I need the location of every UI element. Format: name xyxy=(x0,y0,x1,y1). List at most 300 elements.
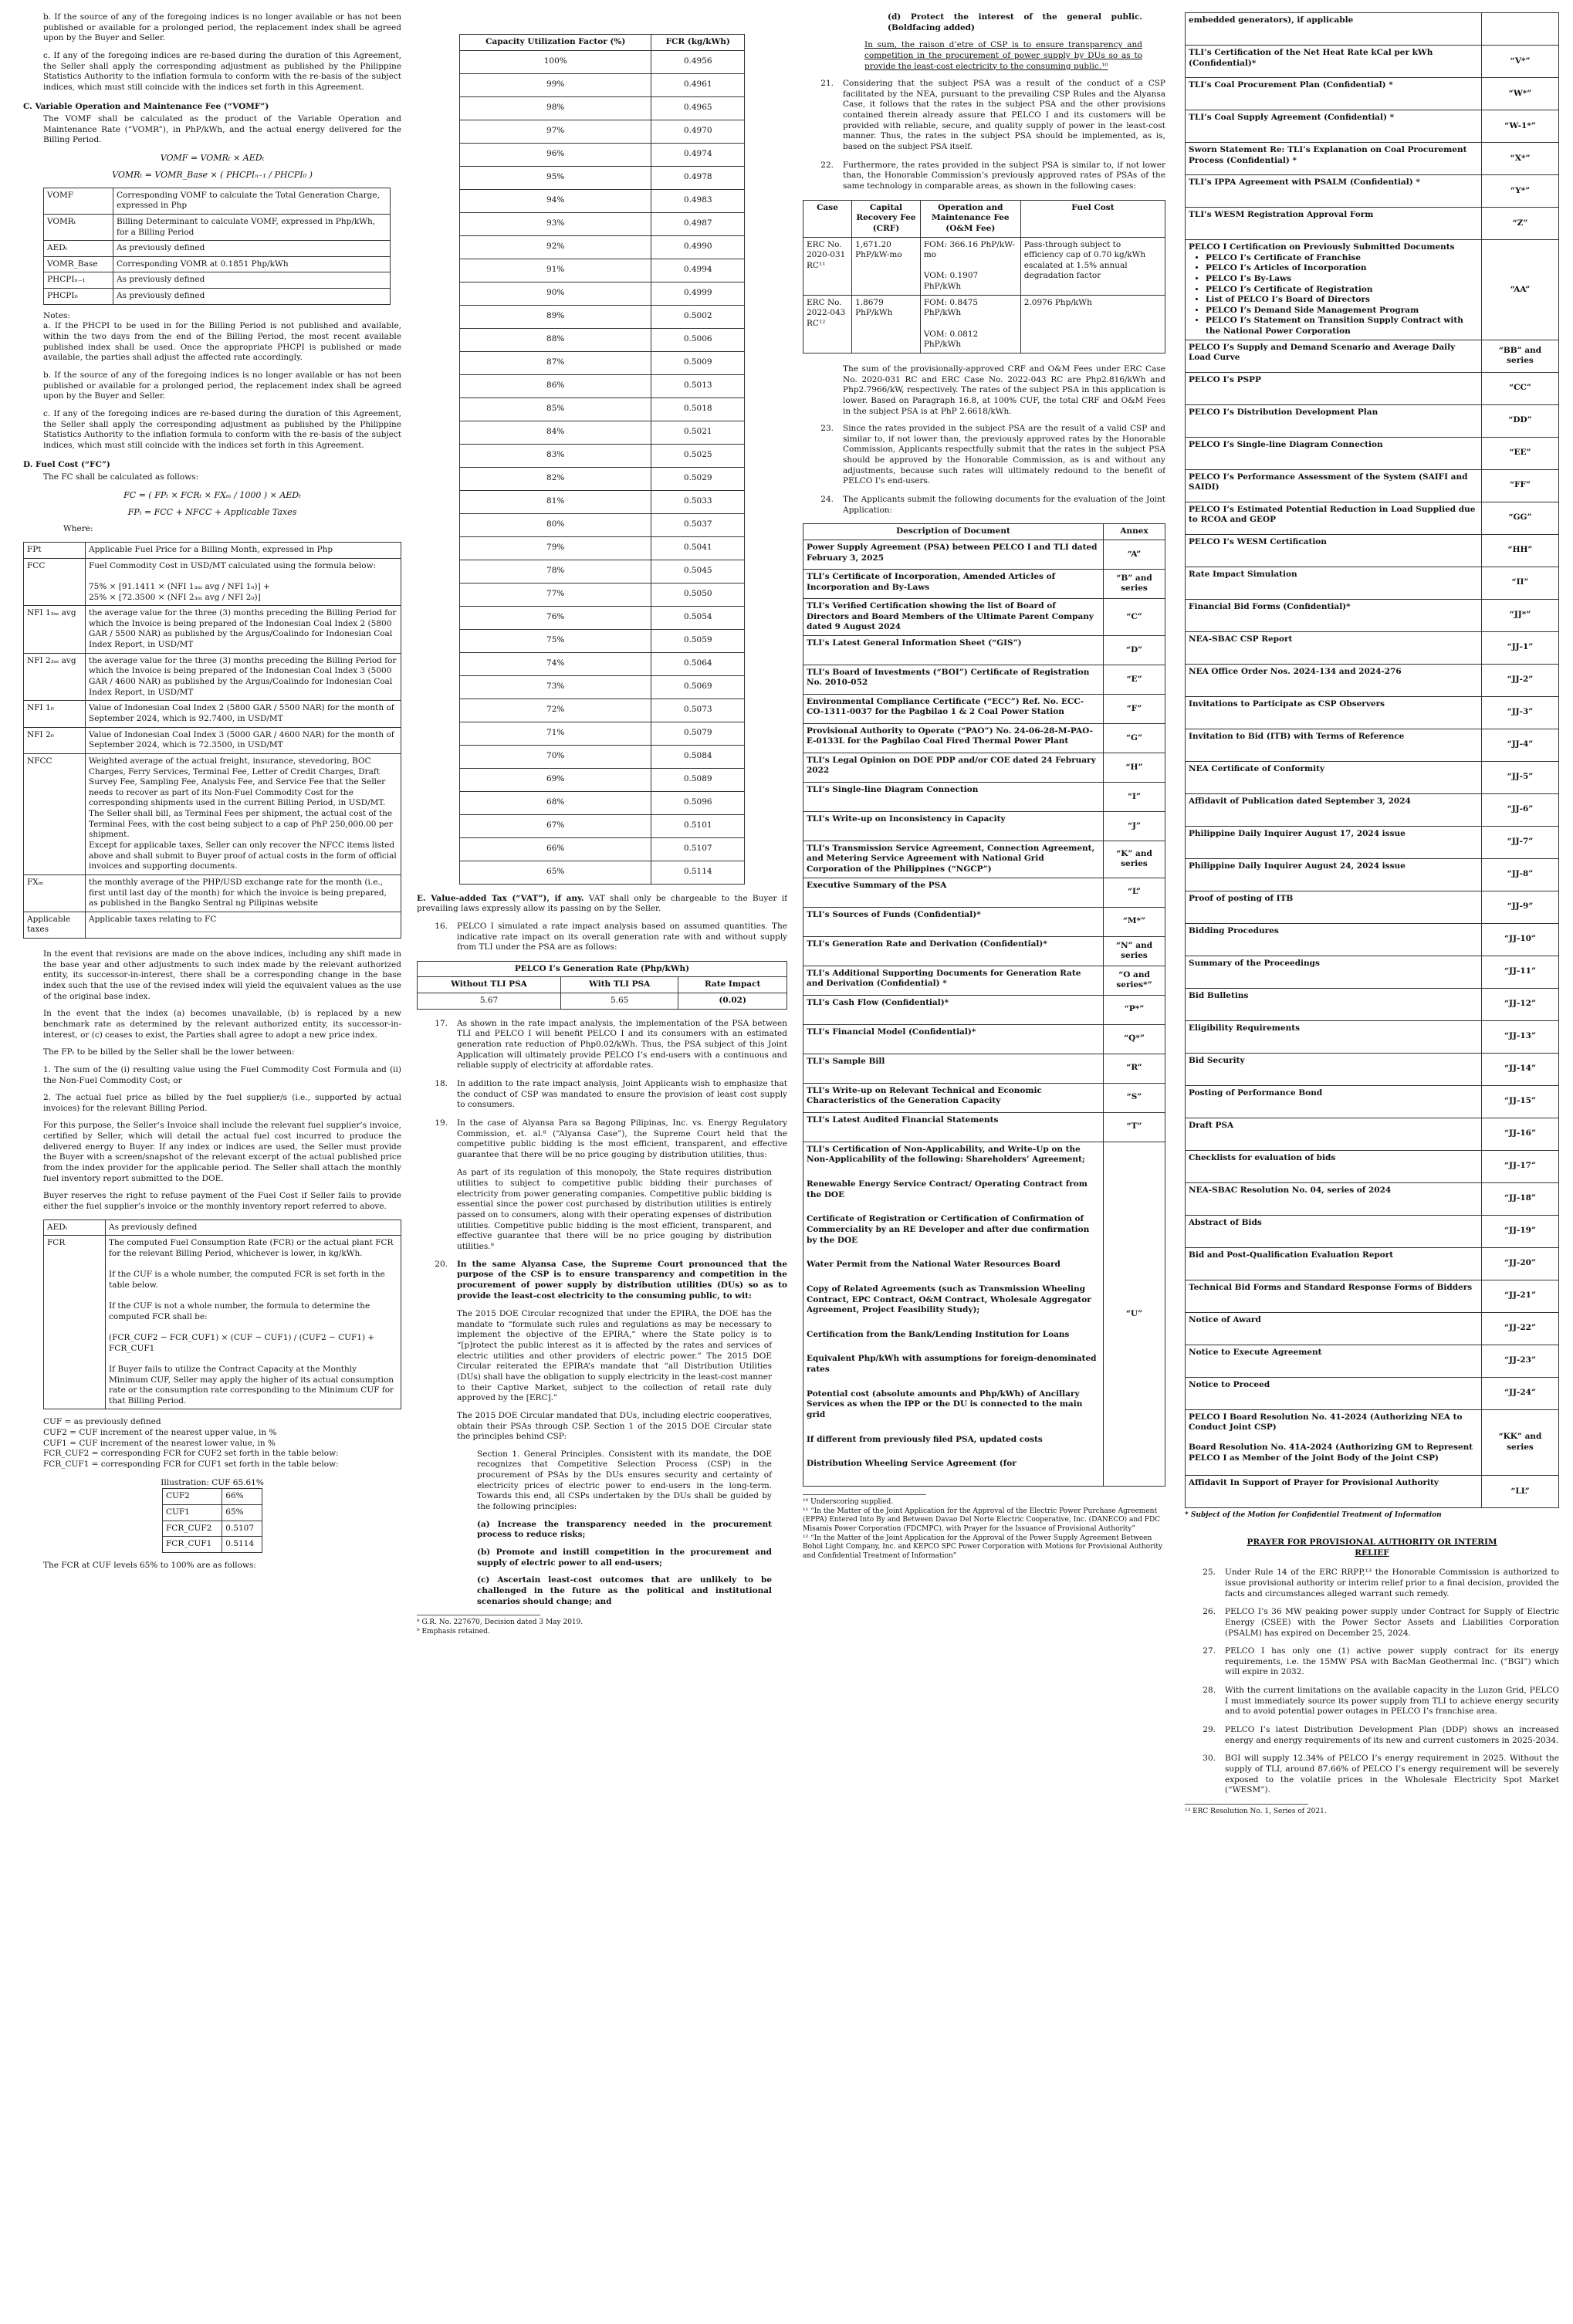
table-row xyxy=(1186,13,1559,46)
table-cell: NFI 1₃ₘ avg xyxy=(24,606,86,654)
note-c: c. If any of the foregoing indices are re-based during the duration of this Agreement, the Seller shall apply the corresponding adjustment as published by the Philippine Statistics Authority to the inflation formula to conform with the re-basis of the subject indices, which must still coincide with the indices set forth in this Agreement. xyxy=(43,408,401,450)
table-row xyxy=(1186,1118,1559,1150)
para-revisions: In the event that revisions are made on the above indices, including any shift made in the base year and other adjustments to such index made by the relevant authorized entity, its successor-in-interest, there shall be a corresponding change in the base index such that the use of the revised index will yield the equivalent values as the use of the original base index. xyxy=(43,949,401,1001)
table-row xyxy=(803,1142,1165,1486)
table-cell: 96% xyxy=(460,143,651,166)
table-cell: “S” xyxy=(1104,1083,1165,1112)
table-cell: “W-1*” xyxy=(1482,110,1559,143)
para-22: 22. Furthermore, the rates provided in the subject PSA is similar to, if not lower than, the Honorable Commission’s previously approved rates of PSAs of the same technology in comparable areas, as shown in the following cases: xyxy=(820,160,1165,191)
table-cell: “JJ-1” xyxy=(1482,631,1559,664)
table-row xyxy=(803,753,1165,782)
list-item: • PELCO I’s Certificate of Franchise xyxy=(1206,253,1478,264)
table-cell: “EE” xyxy=(1482,437,1559,469)
table-cell: NEA-SBAC CSP Report xyxy=(1186,631,1482,664)
para-lower: The FPₜ to be billed by the Seller shall be the lower between: xyxy=(43,1047,295,1057)
column-3 xyxy=(803,12,1165,2315)
table-row xyxy=(460,305,745,328)
table-row xyxy=(1186,1247,1559,1280)
list-item: • PELCO I’s Demand Side Management Program xyxy=(1206,306,1478,316)
table-row xyxy=(803,694,1165,723)
documents-table xyxy=(803,523,1165,1487)
table-row xyxy=(24,653,401,701)
footnote-separator xyxy=(803,1494,926,1495)
list-item-2: 2. The actual fuel price as billed by the fuel supplier/s (i.e., supported by actual invoices) for the relevant Billing Period. xyxy=(43,1093,401,1113)
table-cell: Bid Security xyxy=(1186,1053,1482,1085)
table-cell: 0.5041 xyxy=(651,536,745,560)
para-29: 29. PELCO I’s latest Distribution Development Plan (DDP) shows an increased energy and energy requirements of its new and current customers in 2025-2034. xyxy=(1203,1724,1559,1745)
table-header-row xyxy=(460,35,745,51)
table-cell: 84% xyxy=(460,421,651,444)
table-cell: 0.5059 xyxy=(651,629,745,652)
table-cell: “H” xyxy=(1104,753,1165,782)
table-row xyxy=(460,50,745,73)
table-cell: 67% xyxy=(460,814,651,837)
table-cell: 1,671.20 PhP/kW-mo xyxy=(852,237,921,295)
table-cell: “W*” xyxy=(1482,78,1559,110)
table-cell: Corresponding VOMF to calculate the Total Generation Charge, expressed in Php xyxy=(113,188,391,214)
table-cell: Philippine Daily Inquirer August 24, 2024 issue xyxy=(1186,858,1482,891)
table-row xyxy=(460,722,745,745)
table-cell: TLI’s WESM Registration Approval Form xyxy=(1186,208,1482,240)
vomf-heading: C. Variable Operation and Maintenance Fee (“VOMF”) xyxy=(23,102,269,112)
table-cell: NFI 1₀ xyxy=(24,701,86,727)
table-row xyxy=(24,701,401,727)
table-cell: 75% xyxy=(460,629,651,652)
table-row xyxy=(1186,599,1559,631)
table-cell: “DD” xyxy=(1482,404,1559,437)
table-cell: TLI’s Additional Supporting Documents for Generation Rate and Derivation (Confidential) * xyxy=(803,966,1104,995)
table-cell: “JJ-7” xyxy=(1482,826,1559,858)
table-cell: the average value for the three (3) months preceding the Billing Period for which the Invoice is being prepared of the Indonesian Coal Index 3 (5000 GAR / 4600 NAR) as published by the Argus/Coalindo for Indonesian Coal Index Report, in USD/MT xyxy=(86,653,401,701)
table-row xyxy=(460,629,745,652)
footnote-10: ¹⁰ Underscoring supplied. xyxy=(803,1497,894,1506)
table-cell: 87% xyxy=(460,351,651,374)
table-cell: “BB” and series xyxy=(1482,340,1559,372)
table-cell: 66% xyxy=(460,837,651,861)
table-cell: “JJ-18” xyxy=(1482,1182,1559,1215)
para-c1: c. If any of the foregoing indices are re-based during the duration of this Agreement, the Seller shall apply the corresponding adjustment as published by the Philippine Statistics Authority to the inflation formula to conform with the re-basis of the subject indices, which must still coincide with the indices set forth in this Agreement. xyxy=(43,50,401,92)
table-cell: “I” xyxy=(1104,782,1165,811)
table-cell: “JJ-8” xyxy=(1482,858,1559,891)
table-row xyxy=(163,1537,262,1553)
table-cell: The computed Fuel Consumption Rate (FCR) or the actual plant FCR for the relevant Billing Period, whichever is lower, in kg/kWh. If the CUF is a whole number, the computed FCR is set forth in the table below. If the CUF is not a whole number, the formula to determine the computed FCR shall be: (FCR_CUF2 − FCR_CUF1) × (CUF − CUF1) / (CUF2 − CUF1) + FCR_CUF1 If Buyer fails to utilize the Contract Capacity at the Monthly Minimum CUF, Seller may apply the higher of its actual consumption rate or the consumption rate corresponding to the Minimum CUF for that Billing Period. xyxy=(106,1236,401,1409)
table-row xyxy=(1186,631,1559,664)
table-cell: Environmental Compliance Certificate (“ECC”) Ref. No. ECC-CO-1311-0037 for the Pagbilao 1 & 2 Coal Power Station xyxy=(803,694,1104,723)
table-cell: 90% xyxy=(460,282,651,305)
table-row xyxy=(460,143,745,166)
table-cell: 97% xyxy=(460,120,651,143)
table-cell: 0.5064 xyxy=(651,652,745,675)
fcr-definitions-table xyxy=(43,1220,401,1410)
table-cell: 0.5025 xyxy=(651,444,745,467)
table-cell: “HH” xyxy=(1482,534,1559,567)
document-item: If different from previously filed PSA, updated costs xyxy=(807,1434,1043,1444)
table-row xyxy=(460,73,745,96)
table-cell: TLI’s Sample Bill xyxy=(803,1054,1104,1083)
table-cell: “Y*” xyxy=(1482,175,1559,208)
table-row xyxy=(1186,208,1559,240)
table-cell: 0.4974 xyxy=(651,143,745,166)
table-cell: 100% xyxy=(460,50,651,73)
table-row xyxy=(1186,567,1559,599)
table-cell: “JJ-16” xyxy=(1482,1118,1559,1150)
para-25: 25. Under Rule 14 of the ERC RRPP,¹³ the Honorable Commission is authorized to issue provisional authority or interim relief prior to a final decision, provided the facts and circumstances alleged warrant such remedy. xyxy=(1203,1568,1559,1598)
table-cell: Notice of Award xyxy=(1186,1312,1482,1345)
table-cell: 0.5054 xyxy=(651,606,745,629)
para-26: 26. PELCO I’s 36 MW peaking power supply under Contract for Supply of Electric Energy (CSEE) with the Power Sector Assets and Liabilities Corporation (PSALM) has expired on December 25, 2024. xyxy=(1203,1607,1559,1638)
table-cell: 0.5114 xyxy=(651,861,745,884)
list-item: • PELCO I’s Articles of Incorporation xyxy=(1206,263,1478,274)
table-cell: “JJ-2” xyxy=(1482,664,1559,696)
table-row xyxy=(1186,1150,1559,1182)
table-row xyxy=(460,421,745,444)
table-row xyxy=(1186,664,1559,696)
table-cell: “E” xyxy=(1104,665,1165,694)
table-cell: TLI’s Write-up on Inconsistency in Capacity xyxy=(803,811,1104,841)
table-cell: PELCO I’s Estimated Potential Reduction in Load Supplied due to RCOA and GEOP xyxy=(1186,502,1482,534)
para-17: 17. As shown in the rate impact analysis, the implementation of the PSA between TLI and PELCO I will benefit PELCO I and its consumers with an estimated generation rate reduction of Php0.02/kWh. Thus, the PSA subject of this Joint Application will ultimately provide PELCO I’s end-users with a continuous and reliable supply of electricity at affordable rates. xyxy=(435,1018,787,1071)
quote-sum: In sum, the raison d’etre of CSP is to ensure transparency and competition in the procurement of power supply by DUs so as to provide the least-cost electricity to the consuming public.¹⁰ xyxy=(864,40,1142,71)
table-cell: “JJ-9” xyxy=(1482,891,1559,923)
table-cell: Proof of posting of ITB xyxy=(1186,891,1482,923)
quote-19: As part of its regulation of this monopoly, the State requires distribution utilities to subject to competitive public bidding their purchases of electricity from power generating companies. Competitive public bidding is essential since the power cost purchased by distribution utilities is entirely passed on to consumers, along with their operating expenses of distribution utilities. Competitive public bidding is the most efficient, transparent, and effective guarantee that there will be no price gouging by distribution utilities.⁹ xyxy=(457,1168,772,1251)
table-cell: “JJ-12” xyxy=(1482,988,1559,1020)
table-row xyxy=(44,188,391,214)
table-cell: NEA Certificate of Conformity xyxy=(1186,761,1482,793)
table-cell: FOM: 0.8475 PhP/kWh VOM: 0.0812 PhP/kWh xyxy=(920,295,1020,353)
table-row xyxy=(44,241,391,257)
table-cell: 0.5018 xyxy=(651,397,745,421)
table-row xyxy=(803,237,1165,295)
table-cell: VOMR_Base xyxy=(44,256,113,272)
prayer-heading: PRAYER FOR PROVISIONAL AUTHORITY OR INTERIM RELIEF xyxy=(1247,1537,1497,1558)
column-2 xyxy=(417,12,787,2315)
fc-equation: FC = ( FPₜ × FCRₜ × FXₘ / 1000 ) × AEDₜ xyxy=(123,489,301,500)
table-cell: Executive Summary of the PSA xyxy=(803,878,1104,907)
para-20: 20. In the same Alyansa Case, the Supreme Court pronounced that the purpose of the CSP is to ensure transparency and competition in the procurement of power supply by distribution utilities (DUs) so as to provide the least-cost electricity to the consuming public, to wit: xyxy=(435,1259,787,1301)
para-16: 16. PELCO I simulated a rate impact analysis based on assumed quantities. The indicative rate impact on its overall generation rate with and without supply from TLI under the PSA are as follows: xyxy=(435,921,787,952)
table-cell: PELCO I’s PSPP xyxy=(1186,372,1482,404)
table-row xyxy=(24,912,401,938)
quote-20a: The 2015 DOE Circular recognized that under the EPIRA, the DOE has the mandate to “formulate such rules and regulations as may be necessary to implement the objective of the EPIRA,” where the State policy is to “[p]rotect the public interest as it is affected by the rates and services of electric utilities and other providers of electric power.” The 2015 DOE Circular reiterated the EPIRA’s mandate that “all Distribution Utilities (DUs) shall have the obligation to supply electricity in the least-cost manner to their Captive Market, subject to the collection of retail rate duly approved by the [ERC].” xyxy=(457,1309,772,1403)
note-a: a. If the PHCPI to be used in for the Billing Period is not published and available, within the two days from the end of the Billing Period, the most recent available published index shall be used. Once the appropriate PHCPI is published or made available, the parties shall adjust the affected rate accordingly. xyxy=(43,321,401,363)
table-cell: 69% xyxy=(460,768,651,791)
table-cell: 0.5006 xyxy=(651,328,745,351)
table-cell: 95% xyxy=(460,166,651,189)
table-cell: 0.5069 xyxy=(651,675,745,699)
table-cell: Bidding Procedures xyxy=(1186,923,1482,956)
table-cell: 0.4983 xyxy=(651,189,745,212)
table-cell: “AA” xyxy=(1482,240,1559,340)
table-row xyxy=(803,1054,1165,1083)
table-cell: AEDₜ xyxy=(44,241,113,257)
table-cell: 89% xyxy=(460,305,651,328)
table-cell: TLI’s Single-line Diagram Connection xyxy=(803,782,1104,811)
documents-table-continued xyxy=(1185,12,1559,1508)
para-purpose: For this purpose, the Seller’s Invoice shall include the relevant fuel supplier’s invoice, certified by Seller, which will detail the actual fuel cost incurred to produce the delivered energy to Buyer. If any index or indices are used, the Seller must provide the Buyer with a screen/snapshot of the relevant excerpt of the actual published price from the index provider for the applicable period. The Seller shall attach the monthly fuel inventory report submitted to the DOE. xyxy=(43,1121,401,1183)
table-row xyxy=(803,841,1165,878)
table-cell: ERC No. 2020-031 RC¹¹ xyxy=(803,237,852,295)
table-cell: PELCO I’s Distribution Development Plan xyxy=(1186,404,1482,437)
table-row xyxy=(460,444,745,467)
quote-20c: Section 1. General Principles. Consistent with its mandate, the DOE recognizes that Competitive Selection Process (CSP) in the procurement of PSAs by the DUs ensures security and certainty of electricity prices of electric power to end-users in the long-term. Towards this end, all CSPs undertaken by the DUs shall be guided by the following principles: xyxy=(477,1449,772,1512)
table-cell: 65% xyxy=(460,861,651,884)
table-cell: PHCPIₙ₋₁ xyxy=(44,272,113,289)
comparable-cases-table xyxy=(803,200,1165,354)
table-cell: As previously defined xyxy=(113,289,391,305)
table-row xyxy=(1186,1053,1559,1085)
table-cell: TLI’s Legal Opinion on DOE PDP and/or COE dated 24 February 2022 xyxy=(803,753,1104,782)
table-cell: TLI’s Certificate of Incorporation, Amended Articles of Incorporation and By-Laws xyxy=(803,569,1104,598)
para-23: 23. Since the rates provided in the subject PSA are the result of a valid CSP and similar to, if not lower than, the previously approved rates by the Honorable Commission, Applicants respectfully submit that the rates in the subject PSA should be approved by the Honorable Commission, as is and without any adjustments, because such rates will ultimately redound to the benefit of PELCO I’s end-users. xyxy=(820,424,1165,486)
table-cell: “L” xyxy=(1104,878,1165,907)
table-cell: 94% xyxy=(460,189,651,212)
table-row xyxy=(460,513,745,536)
table-cell: “JJ-17” xyxy=(1482,1150,1559,1182)
table-cell: “T” xyxy=(1104,1112,1165,1142)
table-cell: 0.5107 xyxy=(651,837,745,861)
table-cell: “V*” xyxy=(1482,46,1559,78)
vomr-equation: VOMRₜ = VOMR_Base × ( PHCPIₙ₋₁ / PHCPI₀ ) xyxy=(112,170,313,181)
table-cell: FOM: 366.16 PhP/kW-mo VOM: 0.1907 PhP/kWh xyxy=(920,237,1020,295)
table-cell: 88% xyxy=(460,328,651,351)
table-cell: 65% xyxy=(222,1504,262,1521)
table-row xyxy=(803,995,1165,1024)
document-item: Equivalent Php/kWh with assumptions for foreign-denominated rates xyxy=(807,1354,1097,1375)
table-cell: 0.4978 xyxy=(651,166,745,189)
quote-d: (d) Protect the interest of the general public. (Boldfacing added) xyxy=(888,12,1142,32)
pelco-cert-title: PELCO I Certification on Previously Submitted Documents xyxy=(1189,242,1455,252)
table-cell: PELCO I’s Single-line Diagram Connection xyxy=(1186,437,1482,469)
footnote-8: ⁸ G.R. No. 227670, Decision dated 3 May 2019. xyxy=(417,1619,584,1627)
document-item: Potential cost (absolute amounts and Php/kWh) of Ancillary Services as when the IPP or the DU is connected to the main grid xyxy=(807,1389,1083,1419)
table-cell: PELCO I’s Performance Assessment of the System (SAIFI and SAIDI) xyxy=(1186,469,1482,502)
table-cell: 0.5096 xyxy=(651,791,745,814)
table-cell: Draft PSA xyxy=(1186,1118,1482,1150)
table-cell: FCR xyxy=(44,1236,106,1409)
table-row xyxy=(1186,110,1559,143)
table-cell: “P*” xyxy=(1104,995,1165,1024)
confidential-note: * Subject of the Motion for Confidential Treatment of Information xyxy=(1185,1511,1442,1520)
table-cell: TLI’s Financial Model (Confidential)* xyxy=(803,1024,1104,1054)
table-cell: 93% xyxy=(460,212,651,235)
table-cell: “N” and series xyxy=(1104,936,1165,966)
table-cell: Value of Indonesian Coal Index 2 (5800 GAR / 5500 NAR) for the month of September 2024, which is 92.7400, in USD/MT xyxy=(86,701,401,727)
table-cell: TLI’s Board of Investments (“BOI”) Certificate of Registration No. 2010-052 xyxy=(803,665,1104,694)
table-cell: 0.4970 xyxy=(651,120,745,143)
table-cell: 0.5079 xyxy=(651,722,745,745)
table-row xyxy=(24,542,401,558)
table-cell xyxy=(803,1142,1104,1486)
table-cell: Bid and Post-Qualification Evaluation Report xyxy=(1186,1247,1482,1280)
para-19: 19. In the case of Alyansa Para sa Bagong Pilipinas, Inc. vs. Energy Regulatory Commission, et. al.⁸ (“Alyansa Case”), the Supreme Court held that the competitive public bidding is the most efficient, transparent, and effective guarantee that there will be no price gouging by distribution utilities, thus: xyxy=(435,1118,787,1159)
table-cell: 71% xyxy=(460,722,651,745)
table-cell: Posting of Performance Bond xyxy=(1186,1085,1482,1118)
table-cell: “Q*” xyxy=(1104,1024,1165,1054)
document-item: Certification from the Bank/Lending Institution for Loans xyxy=(807,1329,1070,1339)
table-row xyxy=(460,259,745,282)
table-row xyxy=(803,907,1165,936)
table-cell: Applicable Fuel Price for a Billing Month, expressed in Php xyxy=(86,542,401,558)
table-cell: 74% xyxy=(460,652,651,675)
table-cell: “JJ-13” xyxy=(1482,1020,1559,1053)
table-cell: Operation and Maintenance Fee (O&M Fee) xyxy=(920,200,1020,237)
table-cell: Applicable taxes relating to FC xyxy=(86,912,401,938)
table-row xyxy=(460,791,745,814)
table-row xyxy=(803,782,1165,811)
table-cell: Fuel Cost xyxy=(1020,200,1165,237)
table-row xyxy=(1186,1345,1559,1377)
document-item: PELCO I Board Resolution No. 41-2024 (Authorizing NEA to Conduct Joint CSP) xyxy=(1189,1412,1463,1433)
table-cell: Annex xyxy=(1104,524,1165,540)
document-item: Certificate of Registration or Certification of Confirmation of Commerciality by an RE Developer and after due confirmation by the DOE xyxy=(807,1214,1090,1245)
vomf-definitions-table xyxy=(43,188,391,305)
table-row xyxy=(460,745,745,768)
table-cell: FCR_CUF2 xyxy=(163,1521,222,1537)
table-cell: 99% xyxy=(460,73,651,96)
footnote-9: ⁹ Emphasis retained. xyxy=(417,1627,490,1636)
table-cell: As previously defined xyxy=(113,272,391,289)
table-cell: 0.5033 xyxy=(651,490,745,513)
table-cell: Corresponding VOMR at 0.1851 Php/kWh xyxy=(113,256,391,272)
table-cell: FCR (kg/kWh) xyxy=(651,35,745,51)
rate-impact-table: PELCO I’s Generation Rate (Php/kWh) Without TLI PSA With TLI PSA Rate Impact 5.67 5.65 (0.02) xyxy=(417,961,787,1010)
vat-heading: E. Value-added Tax (“VAT”), if any. xyxy=(417,893,584,903)
table-cell: Fuel Commodity Cost in USD/MT calculated using the formula below: 75% × [91.1411 × (NFI 1₃ₘ avg / NFI 1₀)] + 25% × [72.3500 × (NFI 2₃ₘ avg / NFI 2₀)] xyxy=(86,558,401,606)
table-cell: CUF1 xyxy=(163,1504,222,1521)
table-cell: “FF” xyxy=(1482,469,1559,502)
notes-label: Notes: xyxy=(43,310,70,320)
table-header-row xyxy=(803,200,1165,237)
table-cell: FCC xyxy=(24,558,86,606)
table-cell: 0.4999 xyxy=(651,282,745,305)
table-cell: 0.5101 xyxy=(651,814,745,837)
table-row xyxy=(44,214,391,240)
table-cell: 0.5089 xyxy=(651,768,745,791)
para-18: 18. In addition to the rate impact analysis, Joint Applicants wish to emphasize that the conduct of CSP was mandated to ensure the provision of least cost supply to consumers. xyxy=(435,1078,787,1110)
table-cell: 73% xyxy=(460,675,651,699)
document-item: TLI’s Certification of Non-Applicability, and Write-Up on the Non-Applicability of the following: Shareholders’ Agreement; xyxy=(807,1144,1085,1165)
fc-heading: D. Fuel Cost (“FC”) xyxy=(23,460,110,470)
table-row xyxy=(460,652,745,675)
table-cell: Invitation to Bid (ITB) with Terms of Reference xyxy=(1186,729,1482,761)
table-row xyxy=(460,189,745,212)
table-cell: “JJ-23” xyxy=(1482,1345,1559,1377)
table-cell: 0.4956 xyxy=(651,50,745,73)
footnote-11: ¹¹ “In the Matter of the Joint Application for the Approval of the Electric Power Purchase Agreement (EPPA) Entered Into By and Between Davao Del Norte Electric Cooperative, Inc. (DANECO) and FDC Misamis Power Corporation (FDCMPC), with Prayer for the Issuance of Provisional Authority” xyxy=(803,1507,1161,1533)
table-cell: 72% xyxy=(460,699,651,722)
table-row xyxy=(460,235,745,259)
table-row xyxy=(803,635,1165,665)
table-cell: Eligibility Requirements xyxy=(1186,1020,1482,1053)
table-cell: Bid Bulletins xyxy=(1186,988,1482,1020)
fp-equation: FPₜ = FCC + NFCC + Applicable Taxes xyxy=(127,507,297,518)
table-row xyxy=(1186,1409,1559,1476)
table-cell: 79% xyxy=(460,536,651,560)
fcr-levels-text: The FCR at CUF levels 65% to 100% are as follows: xyxy=(43,1560,256,1570)
table-row xyxy=(460,212,745,235)
table-cell: Notice to Proceed xyxy=(1186,1377,1482,1409)
table-cell: 1.8679 PhP/kWh xyxy=(852,295,921,353)
table-cell: TLI’s Transmission Service Agreement, Connection Agreement, and Metering Service Agreement with National Grid Corporation of the Philippines (“NGCP”) xyxy=(803,841,1104,878)
where-label: Where: xyxy=(63,524,93,534)
table-cell: 0.5073 xyxy=(651,699,745,722)
column-1 xyxy=(23,12,401,2315)
table-cell: the average value for the three (3) months preceding the Billing Period for which the Invoice is being prepared of the Indonesian Coal Index 2 (5800 GAR / 5500 NAR) as published by the Argus/Coalindo for Indonesian Coal Index Report, in USD/MT xyxy=(86,606,401,654)
table-cell: TLI’s Cash Flow (Confidential)* xyxy=(803,995,1104,1024)
table-cell: VOMF xyxy=(44,188,113,214)
table-cell: 77% xyxy=(460,583,651,606)
cuf-definitions xyxy=(43,1417,401,1470)
table-row xyxy=(44,1220,401,1236)
table-row xyxy=(24,753,401,874)
table-row xyxy=(803,878,1165,907)
table-cell: “JJ-20” xyxy=(1482,1247,1559,1280)
table-cell: 83% xyxy=(460,444,651,467)
table-row xyxy=(1186,793,1559,826)
cuf-definition: CUF = as previously defined xyxy=(43,1417,161,1427)
list-item: • PELCO I’s Statement on Transition Supply Contract with the National Power Corporation xyxy=(1206,316,1478,337)
table-row xyxy=(460,467,745,490)
table-row xyxy=(1186,143,1559,175)
table-cell: FPt xyxy=(24,542,86,558)
table-cell: “JJ-15” xyxy=(1482,1085,1559,1118)
para-21: 21. Considering that the subject PSA was a result of the conduct of a CSP facilitated by the NEA, pursuant to the prevailing CSP Rules and the Alyansa Case, it follows that the rates in the subject PSA and the other provisions contained therein already assure that PELCO I and its customers will be provided with reliable, secure, and quality supply of power in the least-cost manner. Thus, the rates in the subject PSA should be implemented, as is, based on the subject PSA itself. xyxy=(820,79,1165,152)
table-cell: 81% xyxy=(460,490,651,513)
pelco-cert-list xyxy=(1206,253,1478,337)
list-item: • PELCO I’s Certificate of Registration xyxy=(1206,285,1478,296)
table-cell: Affidavit In Support of Prayer for Provisional Authority xyxy=(1186,1476,1482,1508)
table-cell: “JJ-21” xyxy=(1482,1280,1559,1312)
table-cell: TLI’s Latest General Information Sheet (“GIS”) xyxy=(803,635,1104,665)
table-row xyxy=(460,120,745,143)
table-row xyxy=(44,289,391,305)
table-cell: Rate Impact Simulation xyxy=(1186,567,1482,599)
table-cell: 0.5009 xyxy=(651,351,745,374)
table-cell: AEDₜ xyxy=(44,1220,106,1236)
table-row xyxy=(460,282,745,305)
footnote-12: ¹² “In the Matter of the Joint Application for the Approval of the Power Supply Agreement Between Bohol Light Company, Inc. and KEPCO SPC Power Corporation with Motions for Provisional Authority and Confidential Treatment of Information” xyxy=(803,1534,1163,1561)
table-cell: 86% xyxy=(460,374,651,397)
table-cell: embedded generators), if applicable xyxy=(1186,13,1482,46)
fc-intro: The FC shall be calculated as follows: xyxy=(43,472,199,482)
table-cell xyxy=(1186,240,1482,340)
table-row xyxy=(460,96,745,120)
table-row xyxy=(1186,502,1559,534)
quote-20b: The 2015 DOE Circular mandated that DUs, including electric cooperatives, obtain their PSAs through CSP. Section 1 of the 2015 DOE Circular state the principles behind CSP: xyxy=(457,1410,772,1442)
table-cell: 91% xyxy=(460,259,651,282)
table-cell: Financial Bid Forms (Confidential)* xyxy=(1186,599,1482,631)
table-cell: 0.4994 xyxy=(651,259,745,282)
table-row xyxy=(1186,534,1559,567)
table-cell: “A” xyxy=(1104,540,1165,569)
table-cell: the monthly average of the PHP/USD exchange rate for the month (i.e., first until last day of the month) for which the invoice is being prepared, as published in the Bangko Sentral ng Pilipinas website xyxy=(86,874,401,912)
para-unavailable: In the event that the index (a) becomes unavailable, (b) is replaced by a new benchmark rate as determined by the relevant authorized entity, its successor-in-interest, or (c) ceases to exist, the Parties shall agree to adopt a new price index. xyxy=(43,1009,401,1040)
table-row xyxy=(163,1489,262,1505)
table-cell: 0.5084 xyxy=(651,745,745,768)
table-cell: TLI’s Latest Audited Financial Statements xyxy=(803,1112,1104,1142)
table-cell: “Z” xyxy=(1482,208,1559,240)
table-row xyxy=(44,272,391,289)
table-cell: “C” xyxy=(1104,598,1165,635)
table-cell: “K” and series xyxy=(1104,841,1165,878)
table-row xyxy=(803,936,1165,966)
table-row xyxy=(460,699,745,722)
table-cell: 0.4990 xyxy=(651,235,745,259)
capacity-fcr-table xyxy=(459,34,745,885)
vomf-intro: The VOMF shall be calculated as the product of the Variable Operation and Maintenance Rate (“VOMR”), in PhP/kWh, and the actual energy delivered for the Billing Period. xyxy=(43,114,401,145)
table-row xyxy=(44,1236,401,1409)
